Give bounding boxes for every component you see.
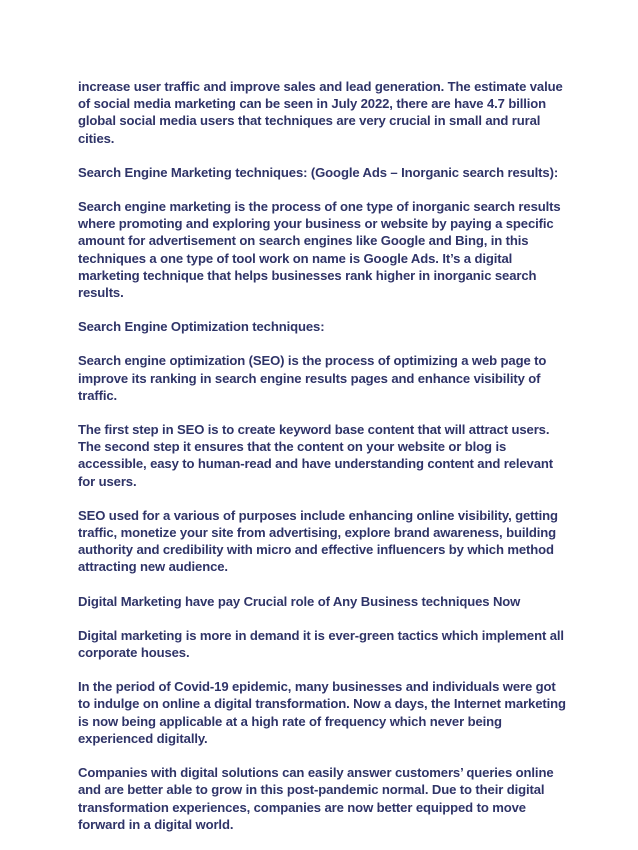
paragraph-social-media-intro: increase user traffic and improve sales and lead generation. The estimate value of social media marketing can be seen in July 2022, there are have 4.7 billion global social media users that techniques are very crucial in small and rural cities.: [78, 79, 563, 146]
paragraph-digital-marketing-demand: Digital marketing is more in demand it is ever-green tactics which implement all corporate houses.: [78, 627, 564, 661]
paragraph-covid-transformation: In the period of Covid-19 epidemic, many businesses and individuals were got to indulge on online a digital transformation. Now a days, the Internet marketing is now being applicable at a high rate of frequency which never being experienced digitally.: [78, 679, 566, 746]
paragraph-seo-purposes: SEO used for a various of purposes include enhancing online visibility, getting traffic, monetize your site from advertising, explore brand awareness, building authority and credibility with micro and effective influencers by which method attracting new audience.: [78, 507, 558, 575]
heading-digital-marketing-role: Digital Marketing have pay Crucial role of Any Business techniques Now: [78, 593, 521, 609]
paragraph-sem-description: Search engine marketing is the process of one type of inorganic search results where promoting and exploring your business or website by paying a specific amount for advertisement on search engines like Google and Bing, in this techniques a one type of tool work on name is Google Ads. It’s a digital marketing technique that helps businesses rank higher in inorganic search results.: [78, 199, 561, 301]
paragraph-seo-steps: The first step in SEO is to create keyword base content that will attract users. The second step it ensures that the content on your website or blog is accessible, easy to human-read and have understanding content and relevant for users.: [78, 422, 554, 489]
paragraph-seo-definition: Search engine optimization (SEO) is the process of optimizing a web page to improve its ranking in search engine results pages and enhance visibility of traffic.: [78, 353, 547, 403]
heading-search-engine-optimization: Search Engine Optimization techniques:: [78, 319, 325, 335]
heading-search-engine-marketing: Search Engine Marketing techniques: (Google Ads – Inorganic search results):: [78, 164, 559, 180]
document-body: [78, 78, 570, 850]
paragraph-companies-digital-solutions: Companies with digital solutions can easily answer customers’ queries online and are better able to grow in this post-pandemic normal. Due to their digital transformation experiences, companies are now better equipped to move forward in a digital world.: [78, 765, 554, 832]
